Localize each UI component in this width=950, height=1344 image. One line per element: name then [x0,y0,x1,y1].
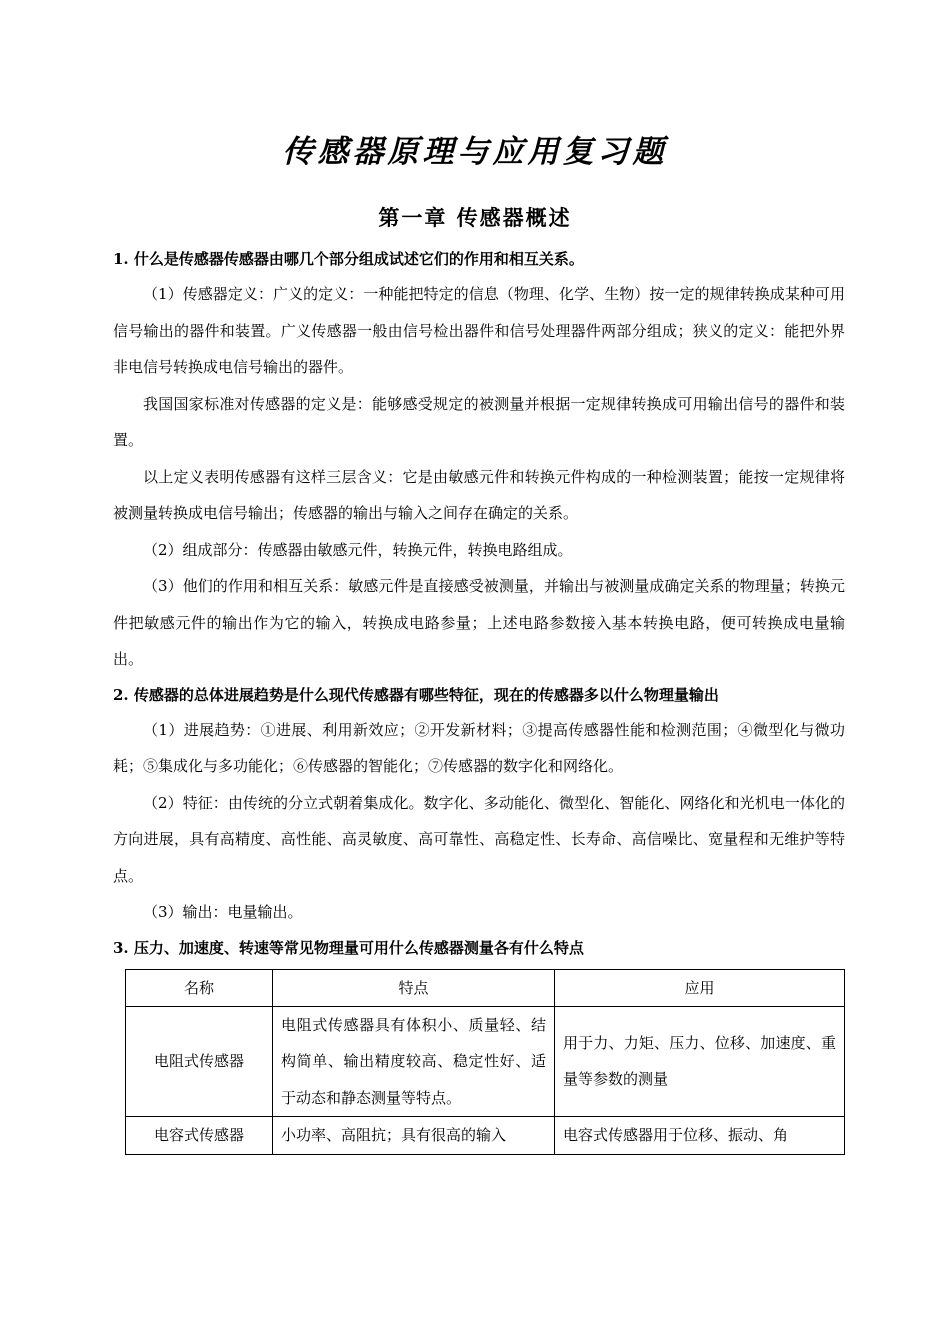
table-cell-application: 电容式传感器用于位移、振动、角 [555,1117,845,1155]
document-title: 传感器原理与应用复习题 [282,134,668,170]
table-header-feature: 特点 [273,969,555,1006]
sensor-table [125,969,845,1155]
paragraph: 我国国家标准对传感器的定义是：能够感受规定的被测量并根据一定规律转换成可用输出信号的器件和装置。 [113,394,845,449]
table-row [126,1006,845,1117]
paragraph: （1）进展趋势：①进展、利用新效应；②开发新材料；③提高传感器性能和检测范围；④微型化与微功耗；⑤集成化与多功能化；⑥传感器的智能化；⑦传感器的数字化和网络化。 [113,720,845,775]
table-cell-name: 电阻式传感器 [126,1006,273,1117]
table-cell-name: 电容式传感器 [126,1117,273,1155]
table-header-name: 名称 [126,969,273,1006]
table-cell-application: 用于力、力矩、压力、位移、加速度、重量等参数的测量 [555,1006,845,1117]
table-header-row [126,969,845,1006]
table-header-application: 应用 [555,969,845,1006]
table-row [126,1117,845,1155]
question-1-heading: 1. 什么是传感器传感器由哪几个部分组成试述它们的作用和相互关系。 [113,250,584,268]
paragraph: （3）他们的作用和相互关系：敏感元件是直接感受被测量，并输出与被测量成确定关系的物理量；转换元件把敏感元件的输出作为它的输入，转换成电路参量；上述电路参数接入基本转换电路，便可转换成电量输出。 [113,577,845,668]
paragraph: （2）组成部分：传感器由敏感元件，转换元件，转换电路组成。 [143,540,573,559]
chapter-heading: 第一章 传感器概述 [378,205,572,230]
question-3-heading: 3. 压力、加速度、转速等常见物理量可用什么传感器测量各有什么特点 [113,938,584,957]
paragraph: （1）传感器定义：广义的定义：一种能把特定的信息（物理、化学、生物）按一定的规律转换成某种可用信号输出的器件和装置。广义传感器一般由信号检出器件和信号处理器件两部分组成；狭义的定义：能把外界非电信号转换成电信号输出的器件。 [113,285,845,376]
document-body [113,242,845,1155]
table-cell-feature: 小功率、高阻抗；具有很高的输入 [273,1117,555,1155]
table-cell-feature: 电阻式传感器具有体积小、质量轻、结构简单、输出精度较高、稳定性好、适于动态和静态测量等特点。 [273,1006,555,1117]
paragraph: （2）特征：由传统的分立式朝着集成化。数字化、多动能化、微型化、智能化、网络化和光机电一体化的方向进展，具有高精度、高性能、高灵敏度、高可靠性、高稳定性、长寿命、高信噪比、宽量程和无维护等特点。 [113,793,845,885]
paragraph: （3）输出：电量输出。 [143,903,303,921]
paragraph: 以上定义表明传感器有这样三层含义：它是由敏感元件和转换元件构成的一种检测装置；能按一定规律将被测量转换成电信号输出；传感器的输出与输入之间存在确定的关系。 [113,467,845,522]
question-2-heading: 2. 传感器的总体进展趋势是什么现代传感器有哪些特征，现在的传感器多以什么物理量输出 [113,685,719,704]
